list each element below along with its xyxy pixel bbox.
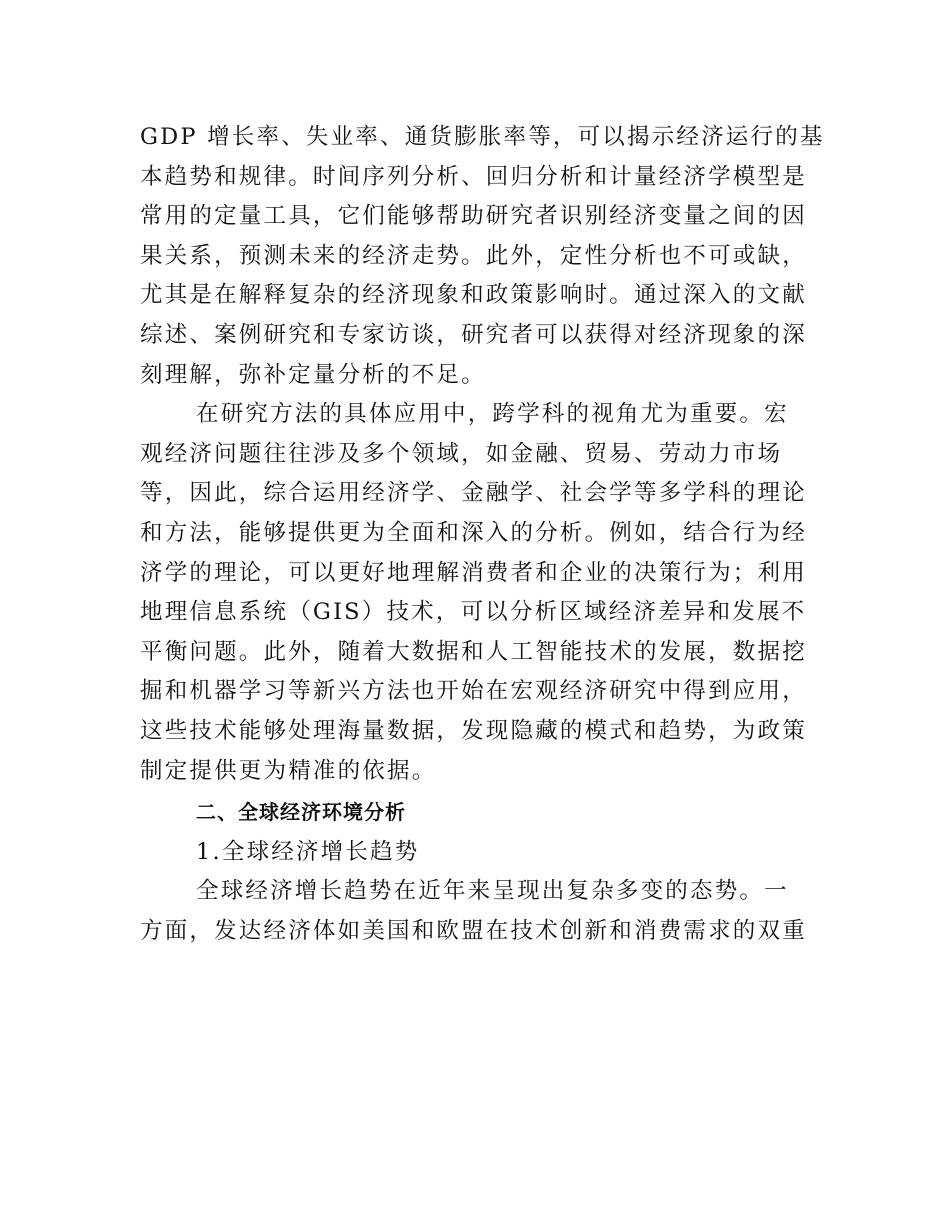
paragraph-line: 综述、案例研究和专家访谈，研究者可以获得对经济现象的深 xyxy=(140,321,807,348)
paragraph-line: 和方法，能够提供更为全面和深入的分析。例如，结合行为经 xyxy=(140,519,807,546)
paragraph-line: 济学的理论，可以更好地理解消费者和企业的决策行为；利用 xyxy=(140,559,807,586)
paragraph-line: 地理信息系统（GIS）技术，可以分析区域经济差异和发展不 xyxy=(140,599,807,626)
paragraph-line: 全球经济增长趋势在近年来呈现出复杂多变的态势。一 xyxy=(196,878,789,905)
paragraph-line: 方面，发达经济体如美国和欧盟在技术创新和消费需求的双重 xyxy=(140,917,807,944)
document-body xyxy=(140,118,825,951)
paragraph-line: GDP 增长率、失业率、通货膨胀率等，可以揭示经济运行的基 xyxy=(140,124,825,150)
subsection-heading: 1.全球经济增长趋势 xyxy=(196,838,420,865)
paragraph-line: 掘和机器学习等新兴方法也开始在宏观经济研究中得到应用， xyxy=(140,678,807,705)
paragraph-methods-quantitative xyxy=(140,118,825,395)
paragraph-line: 观经济问题往往涉及多个领域，如金融、贸易、劳动力市场 xyxy=(140,440,783,467)
paragraph-line: 尤其是在解释复杂的经济现象和政策影响时。通过深入的文献 xyxy=(140,282,807,309)
paragraph-line: 本趋势和规律。时间序列分析、回归分析和计量经济学模型是 xyxy=(140,163,807,190)
paragraph-line: 平衡问题。此外，随着大数据和人工智能技术的发展，数据挖 xyxy=(140,638,807,665)
paragraph-line: 制定提供更为精准的依据。 xyxy=(140,757,437,784)
paragraph-global-growth xyxy=(140,872,812,951)
paragraph-line: 等，因此，综合运用经济学、金融学、社会学等多学科的理论 xyxy=(140,480,807,507)
paragraph-line: 刻理解，弥补定量分析的不足。 xyxy=(140,361,486,388)
paragraph-interdisciplinary xyxy=(140,395,812,791)
paragraph-line: 在研究方法的具体应用中，跨学科的视角尤为重要。宏 xyxy=(196,401,789,428)
paragraph-line: 常用的定量工具，它们能够帮助研究者识别经济变量之间的因 xyxy=(140,203,807,230)
paragraph-line: 果关系，预测未来的经济走势。此外，定性分析也不可或缺， xyxy=(140,242,807,269)
paragraph-line: 这些技术能够处理海量数据，发现隐藏的模式和趋势，为政策 xyxy=(140,717,807,744)
section-heading: 二、全球经济环境分析 xyxy=(196,800,406,825)
